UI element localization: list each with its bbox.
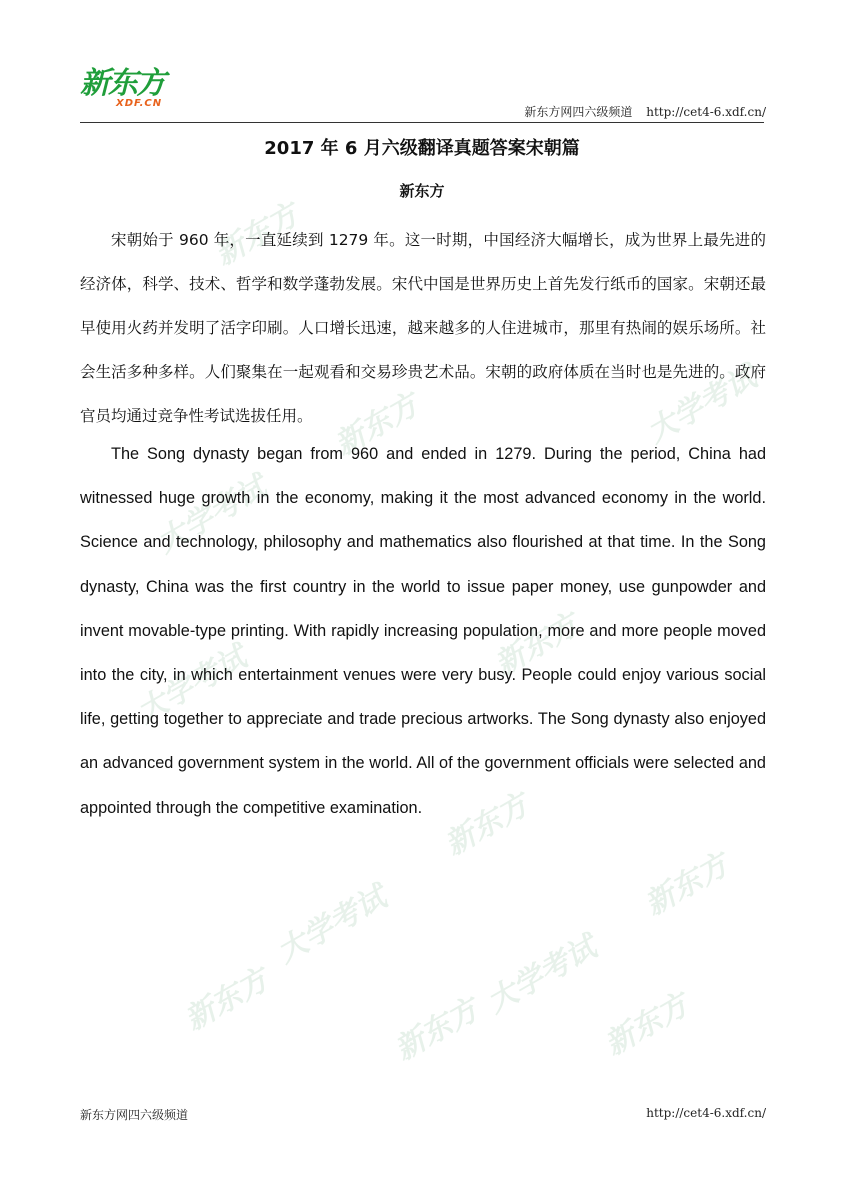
english-paragraph: The Song dynasty began from 960 and ended in 1279. During the period, China had witnessed huge growth in the economy, making it the most advanced economy in the world. Science and technology, philosophy and mathematics also flourished at that time. In the Song dynasty, China was the first country in the world to issue paper money, use gunpowder and invent movable-type printing. With rapidly increasing population, more and more people moved into the city, in which entertainment venues were very busy. People could enjoy various social life, getting together to appreciate and trade precious artworks. The Song dynasty also enjoyed an advanced government system in the world. All of the government officials were selected and appointed through the competitive examination. [80,445,766,817]
page-header [524,103,766,120]
chinese-paragraph: 宋朝始于 960 年，一直延续到 1279 年。这一时期，中国经济大幅增长，成为世界上最先进的经济体，科学、技术、哲学和数学蓬勃发展。宋代中国是世界历史上首先发行纸币的国家。宋朝还最早使用火药并发明了活字印刷。人口增长迅速，越来越多的人住进城市，那里有热闹的娱乐场所。社会生活多种多样。人们聚集在一起观看和交易珍贵艺术品。宋朝的政府体质在当时也是先进的。政府官员均通过竞争性考试选拔任用。 [80,231,766,425]
watermark-slogan: 大学考试 [641,359,763,451]
footer-channel: 新东方网四六级频道 [80,1108,189,1122]
document-author: 新东方 [399,182,445,200]
watermark-slogan: 大学考试 [271,879,393,971]
watermark-slogan: 大学考试 [481,929,603,1021]
watermark-brand: 新东方 [329,387,425,463]
watermark-brand: 新东方 [389,992,485,1068]
watermark-brand: 新东方 [179,962,275,1038]
header-divider [80,122,764,123]
watermark-brand: 新东方 [439,787,535,863]
xdf-logo [80,66,190,116]
watermark-brand: 新东方 [639,847,735,923]
watermark-slogan: 大学考试 [131,639,253,731]
header-channel: 新东方网四六级频道 [524,105,633,119]
watermark-brand: 新东方 [209,197,305,273]
logo-text-en: XDF.CN [116,98,163,109]
watermark-slogan: 大学考试 [151,469,273,561]
document-title: 2017 年 6 月六级翻译真题答案宋朝篇 [264,138,580,159]
watermark-brand: 新东方 [489,607,585,683]
header-url-link[interactable]: http://cet4-6.xdf.cn/ [646,105,766,119]
footer-url-link[interactable]: http://cet4-6.xdf.cn/ [646,1106,766,1120]
watermark-brand: 新东方 [599,987,695,1063]
logo-text-cn: 新东方 [80,66,164,101]
